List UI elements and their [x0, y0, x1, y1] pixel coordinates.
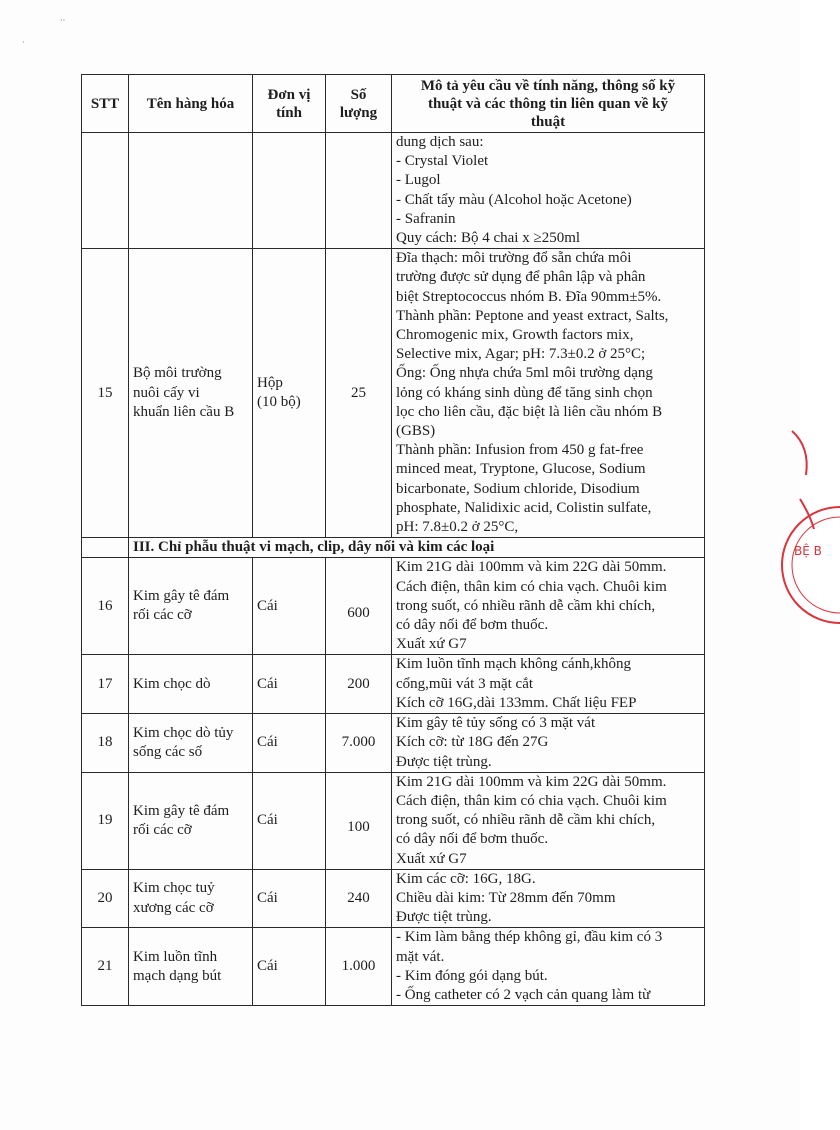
item-quantity: 240 — [326, 869, 392, 928]
table-row-16 — [82, 558, 705, 655]
item-stt: 19 — [82, 772, 129, 869]
item-description: - Kim làm bằng thép không gỉ, đầu kim có 3 mặt vát. - Kim đóng gói dạng bút. - Ống catheter có 2 vạch cản quang làm từ — [392, 928, 705, 1006]
item-name: Bộ môi trường nuôi cấy vi khuẩn liên cầu B — [129, 249, 253, 538]
item-unit: Cái — [253, 772, 326, 869]
item-unit: Hộp (10 bộ) — [253, 249, 326, 538]
header-description: Mô tả yêu cầu về tính năng, thông số kỹ thuật và các thông tin liên quan về kỹ thuật — [392, 75, 705, 133]
item-quantity: 600 — [326, 558, 392, 655]
item-stt: 15 — [82, 249, 129, 538]
table-row-continued — [82, 133, 705, 249]
item-unit: Cái — [253, 655, 326, 714]
item-name: Kim chọc dò tủy sống các số — [129, 714, 253, 773]
item-unit: Cái — [253, 714, 326, 773]
item-quantity: 100 — [326, 772, 392, 869]
item-description: Kim luồn tĩnh mạch không cánh,không cổng,mũi vát 3 mặt cắt Kích cỡ 16G,dài 133mm. Chất liệu FEP — [392, 655, 705, 714]
table-row-19 — [82, 772, 705, 869]
item-stt: 21 — [82, 928, 129, 1006]
item-quantity: 1.000 — [326, 928, 392, 1006]
item-stt: 20 — [82, 869, 129, 928]
red-seal-stamp — [770, 425, 840, 625]
item-quantity: 7.000 — [326, 714, 392, 773]
table-row-17 — [82, 655, 705, 714]
item-description: Kim gây tê tủy sống có 3 mặt vát Kích cỡ: từ 18G đến 27G Được tiệt trùng. — [392, 714, 705, 773]
table-row-21 — [82, 928, 705, 1006]
table-row-18 — [82, 714, 705, 773]
item-stt: 16 — [82, 558, 129, 655]
item-unit: Cái — [253, 928, 326, 1006]
item-name: Kim luồn tĩnh mạch dạng bút — [129, 928, 253, 1006]
item-name: Kim gây tê đám rối các cỡ — [129, 558, 253, 655]
item-description: Kim 21G dài 100mm và kim 22G dài 50mm. Cách điện, thân kim có chia vạch. Chuôi kim trong suốt, có nhiều rãnh dễ cầm khi chích, có dây nối để bơm thuốc. Xuất xứ G7 — [392, 772, 705, 869]
item-quantity: 200 — [326, 655, 392, 714]
scan-speck: · — [22, 38, 25, 47]
item-stt: 18 — [82, 714, 129, 773]
header-row — [82, 75, 705, 133]
stamp-text: BỆ B — [794, 544, 822, 558]
item-name: Kim chọc dò — [129, 655, 253, 714]
table-row-20 — [82, 869, 705, 928]
section-title: III. Chỉ phẫu thuật vi mạch, clip, dây nối và kim các loại — [129, 538, 705, 558]
header-stt: STT — [82, 75, 129, 133]
table-row-15 — [82, 249, 705, 538]
section-row — [82, 538, 705, 558]
scan-speck: ·· — [60, 16, 66, 25]
item-name: Kim gây tê đám rối các cỡ — [129, 772, 253, 869]
item-name: Kim chọc tuỷ xương các cỡ — [129, 869, 253, 928]
header-unit: Đơn vị tính — [253, 75, 326, 133]
item-description: Kim 21G dài 100mm và kim 22G dài 50mm. Cách điện, thân kim có chia vạch. Chuôi kim trong suốt, có nhiều rãnh dễ cầm khi chích, có dây nối để bơm thuốc. Xuất xứ G7 — [392, 558, 705, 655]
item-description: Đĩa thạch: môi trường đổ sẵn chứa môi trường được sử dụng để phân lập và phân biệt Streptococcus nhóm B. Đĩa 90mm±5%. Thành phần: Peptone and yeast extract, Salts, Chromogenic mix, Growth factors mix, Selective mix, Agar; pH: 7.3±0.2 ở 25°C; Ống: Ống nhựa chứa 5ml môi trường dạng lỏng có kháng sinh dùng để tăng sinh chọn lọc cho liên cầu, đặc biệt là liên cầu nhóm B (GBS) Thành phần: Infusion from 450 g fat-free minced meat, Tryptone, Glucose, Sodium bicarbonate, Sodium chloride, Disodium phosphate, Nalidixic acid, Colistin sulfate, pH: 7.8±0.2 ở 25°C, — [392, 249, 705, 538]
item-unit: Cái — [253, 869, 326, 928]
item-stt: 17 — [82, 655, 129, 714]
header-quantity: Số lượng — [326, 75, 392, 133]
item-description: Kim các cỡ: 16G, 18G. Chiều dài kim: Từ 28mm đến 70mm Được tiệt trùng. — [392, 869, 705, 928]
item-unit: Cái — [253, 558, 326, 655]
specification-table — [81, 74, 705, 1006]
header-name: Tên hàng hóa — [129, 75, 253, 133]
item-quantity: 25 — [326, 249, 392, 538]
item-description: dung dịch sau: - Crystal Violet - Lugol - Chất tẩy màu (Alcohol hoặc Acetone) - Safranin Quy cách: Bộ 4 chai x ≥250ml — [392, 133, 705, 249]
